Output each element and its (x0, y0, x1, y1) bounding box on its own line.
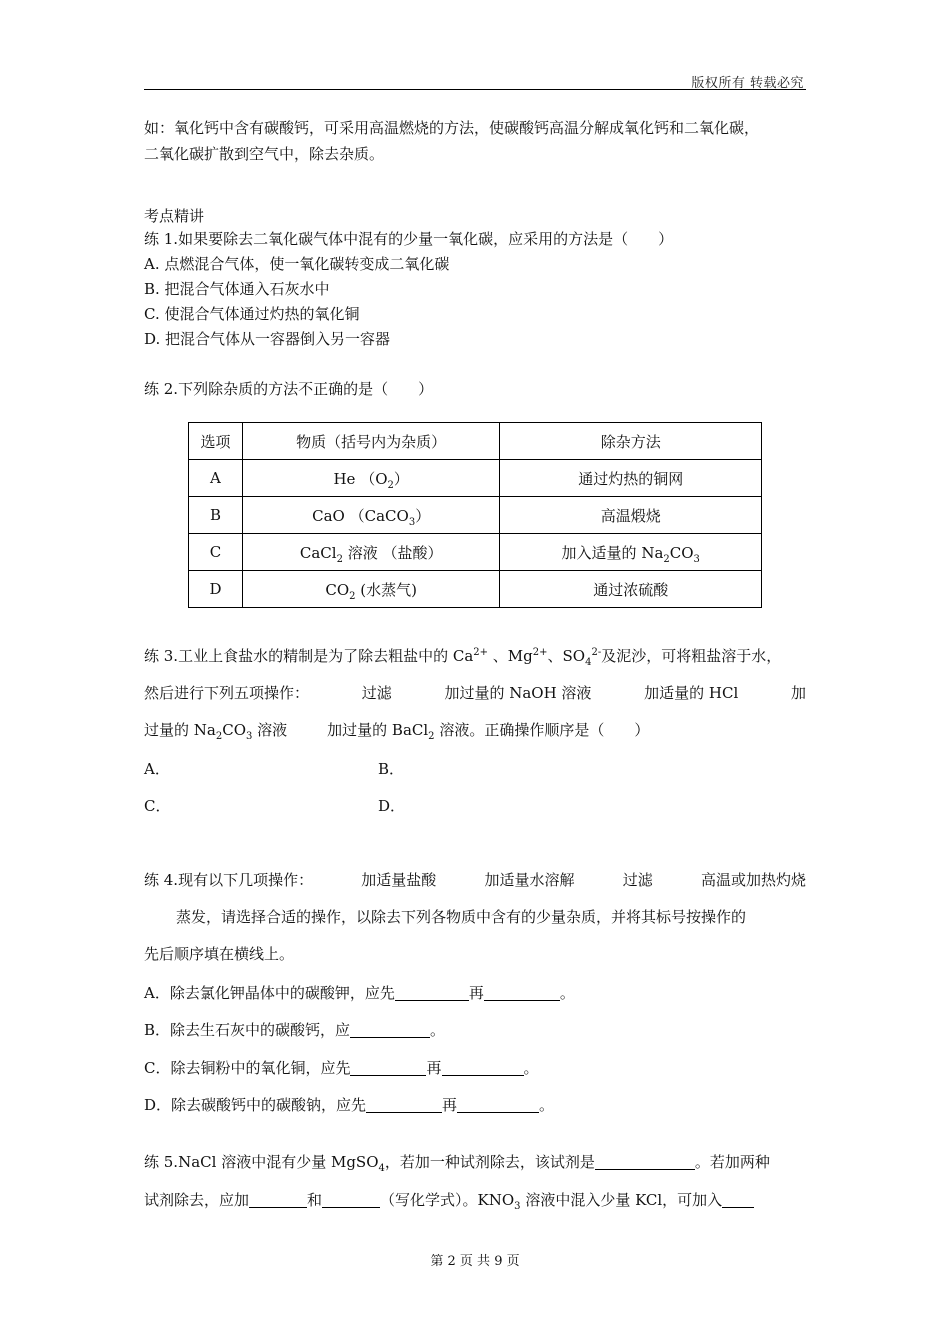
q4-line-1 (144, 870, 806, 890)
q4-text: 再 (468, 984, 484, 1002)
q1-stem: 练 1.如果要除去二氧化碳气体中混有的少量一氧化碳，应采用的方法是（ ） (144, 230, 674, 248)
q5-text: ，若加一种试剂除去，该试剂是 (384, 1153, 595, 1171)
q4-item-d (144, 1095, 554, 1115)
substance-text: CO (325, 580, 350, 599)
q4-text: A．除去氯化钾晶体中的碳酸钾，应先 (144, 984, 395, 1002)
q1-option-a: A. 点燃混合气体，使一氧化碳转变成二氧化碳 (144, 255, 450, 273)
q4-line-3: 先后顺序填在横线上。 (144, 945, 295, 963)
q2-stem: 练 2.下列除杂质的方法不正确的是（ ） (144, 380, 434, 398)
subscript: 4 (378, 1163, 385, 1174)
intro-line-2: 二氧化碳扩散到空气中，除去杂质。 (144, 145, 385, 163)
superscript: 2+ (532, 647, 548, 658)
q4-item-c (144, 1058, 539, 1078)
method-text: 加入适量的 Na (561, 543, 664, 562)
table-header-cell: 除杂方法 (500, 423, 762, 460)
q5-text: （写化学式）。KNO (380, 1191, 515, 1209)
q3-text: 、Mg (488, 647, 533, 665)
table-row (189, 497, 762, 534)
subscript: 2 (336, 553, 343, 565)
table-cell-substance (242, 497, 500, 534)
answer-blank[interactable] (366, 1097, 442, 1113)
q3-text: CO (222, 721, 246, 739)
subscript: 2 (349, 590, 356, 602)
q1-option-d: D. 把混合气体从一容器倒入另一容器 (144, 330, 391, 348)
q4-text: 再 (426, 1059, 442, 1077)
table-cell-option: D (189, 571, 243, 608)
table-cell-substance (242, 571, 500, 608)
table-cell-method: 高温煅烧 (500, 497, 762, 534)
q4-text: 练 4.现有以下几项操作： (144, 871, 314, 889)
subscript: 2 (428, 731, 435, 742)
q4-text: B．除去生石灰中的碳酸钙，应 (144, 1021, 351, 1039)
q4-step: 加适量水溶解 (484, 871, 575, 889)
table-cell-method: 通过灼热的铜网 (500, 460, 762, 497)
table-header-cell: 物质（括号内为杂质） (242, 423, 500, 460)
table-cell-option: A (189, 460, 243, 497)
table-header-row (189, 423, 762, 460)
answer-blank[interactable] (249, 1192, 307, 1208)
q3-text: 溶液 (252, 721, 288, 739)
q1-option-c: C. 使混合气体通过灼热的氧化铜 (144, 305, 360, 323)
q4-text: 。 (559, 984, 575, 1002)
table-header-cell: 选项 (189, 423, 243, 460)
table-cell-method: 通过浓硫酸 (500, 571, 762, 608)
substance-tail: (水蒸气) (355, 580, 417, 599)
table-cell-substance (242, 460, 500, 497)
table-row (189, 571, 762, 608)
q3-text: 然后进行下列五项操作： (144, 684, 310, 702)
subscript: 2 (663, 553, 670, 565)
answer-blank[interactable] (442, 1060, 524, 1076)
q4-text: 。 (539, 1096, 555, 1114)
page-footer: 第 2 页 共 9 页 (430, 1254, 520, 1269)
subscript: 3 (246, 731, 253, 742)
header-text: 版权所有 转载必究 (691, 76, 804, 91)
answer-blank[interactable] (722, 1192, 754, 1208)
answer-blank[interactable] (395, 985, 469, 1001)
header-rule (144, 89, 806, 90)
q4-text: D．除去碳酸钙中的碳酸钠，应先 (144, 1096, 367, 1114)
q4-text: 。 (430, 1021, 446, 1039)
answer-blank[interactable] (350, 1022, 430, 1038)
method-tail: CO (669, 543, 694, 562)
q5-text: 溶液中混入少量 KCl，可加入 (520, 1191, 723, 1209)
q4-step: 高温或加热灼烧 (700, 871, 806, 889)
superscript: 2- (591, 647, 602, 658)
q5-text: 和 (307, 1191, 323, 1209)
substance-text: CaO （CaCO (312, 506, 409, 525)
q3-step: 加适量的 HCl (644, 684, 739, 702)
subscript: 4 (585, 657, 592, 668)
table-cell-substance (242, 534, 500, 571)
substance-text: CaCl (299, 543, 337, 562)
answer-blank[interactable] (457, 1097, 539, 1113)
q3-option-c: C． (144, 797, 171, 815)
q3-option-a: A． (144, 760, 170, 778)
table-cell-option: C (189, 534, 243, 571)
q4-step: 加适量盐酸 (361, 871, 437, 889)
q5-text: 试剂除去，应加 (144, 1191, 250, 1209)
answer-blank[interactable] (595, 1154, 695, 1170)
table-cell-method (500, 534, 762, 571)
q4-text: 。 (523, 1059, 539, 1077)
substance-tail: 溶液 （盐酸） (342, 543, 443, 562)
substance-text: He （O (333, 469, 388, 488)
q3-text: 加过量的 BaCl (327, 721, 429, 739)
q3-step: 加过量的 NaOH 溶液 (444, 684, 592, 702)
substance-tail: ） (415, 506, 431, 525)
q4-item-b (144, 1020, 445, 1040)
q3-text: 、SO (547, 647, 586, 665)
q4-text: 再 (442, 1096, 458, 1114)
q4-item-a (144, 983, 575, 1003)
table-cell-option: B (189, 497, 243, 534)
superscript: 2+ (473, 647, 489, 658)
subscript: 3 (408, 516, 416, 528)
q4-line-2: 蒸发，请选择合适的操作，以除去下列各物质中含有的少量杂质，并将其标号按操作的 (176, 908, 747, 926)
section-title: 考点精讲 (144, 207, 205, 225)
q3-line-1 (144, 646, 781, 666)
q3-text: 练 3.工业上食盐水的精制是为了除去粗盐中的 Ca (144, 647, 474, 665)
answer-blank[interactable] (350, 1060, 426, 1076)
subscript: 3 (514, 1201, 521, 1212)
subscript: 2 (215, 731, 223, 742)
q5-line-1 (144, 1152, 770, 1172)
q4-step: 过滤 (622, 871, 653, 889)
intro-line-1: 如：氧化钙中含有碳酸钙，可采用高温燃烧的方法，使碳酸钙高温分解成氧化钙和二氧化碳， (144, 119, 760, 137)
q4-text: C．除去铜粉中的氧化铜，应先 (144, 1059, 351, 1077)
table-row (189, 534, 762, 571)
q3-line-3 (144, 720, 649, 740)
q5-text: 练 5.NaCl 溶液中混有少量 MgSO (144, 1153, 379, 1171)
answer-blank[interactable] (322, 1192, 380, 1208)
q3-text: 溶液。正确操作顺序是（ ） (434, 721, 650, 739)
table-row (189, 460, 762, 497)
answer-blank[interactable] (484, 985, 560, 1001)
subscript: 2 (387, 479, 394, 491)
q3-option-d: D． (378, 797, 406, 815)
substance-tail: ） (393, 469, 409, 488)
q3-step: 过滤 (361, 684, 392, 702)
q3-text: 过量的 Na (144, 721, 216, 739)
q3-line-2 (144, 683, 806, 703)
subscript: 3 (693, 553, 700, 565)
q3-text: 及泥沙，可将粗盐溶于水， (601, 647, 782, 665)
q2-table (188, 422, 762, 608)
q3-step: 加 (790, 684, 806, 702)
q1-option-b: B. 把混合气体通入石灰水中 (144, 280, 330, 298)
q3-option-b: B． (378, 760, 405, 778)
q5-line-2 (144, 1190, 754, 1210)
q5-text: 。若加两种 (694, 1153, 770, 1171)
